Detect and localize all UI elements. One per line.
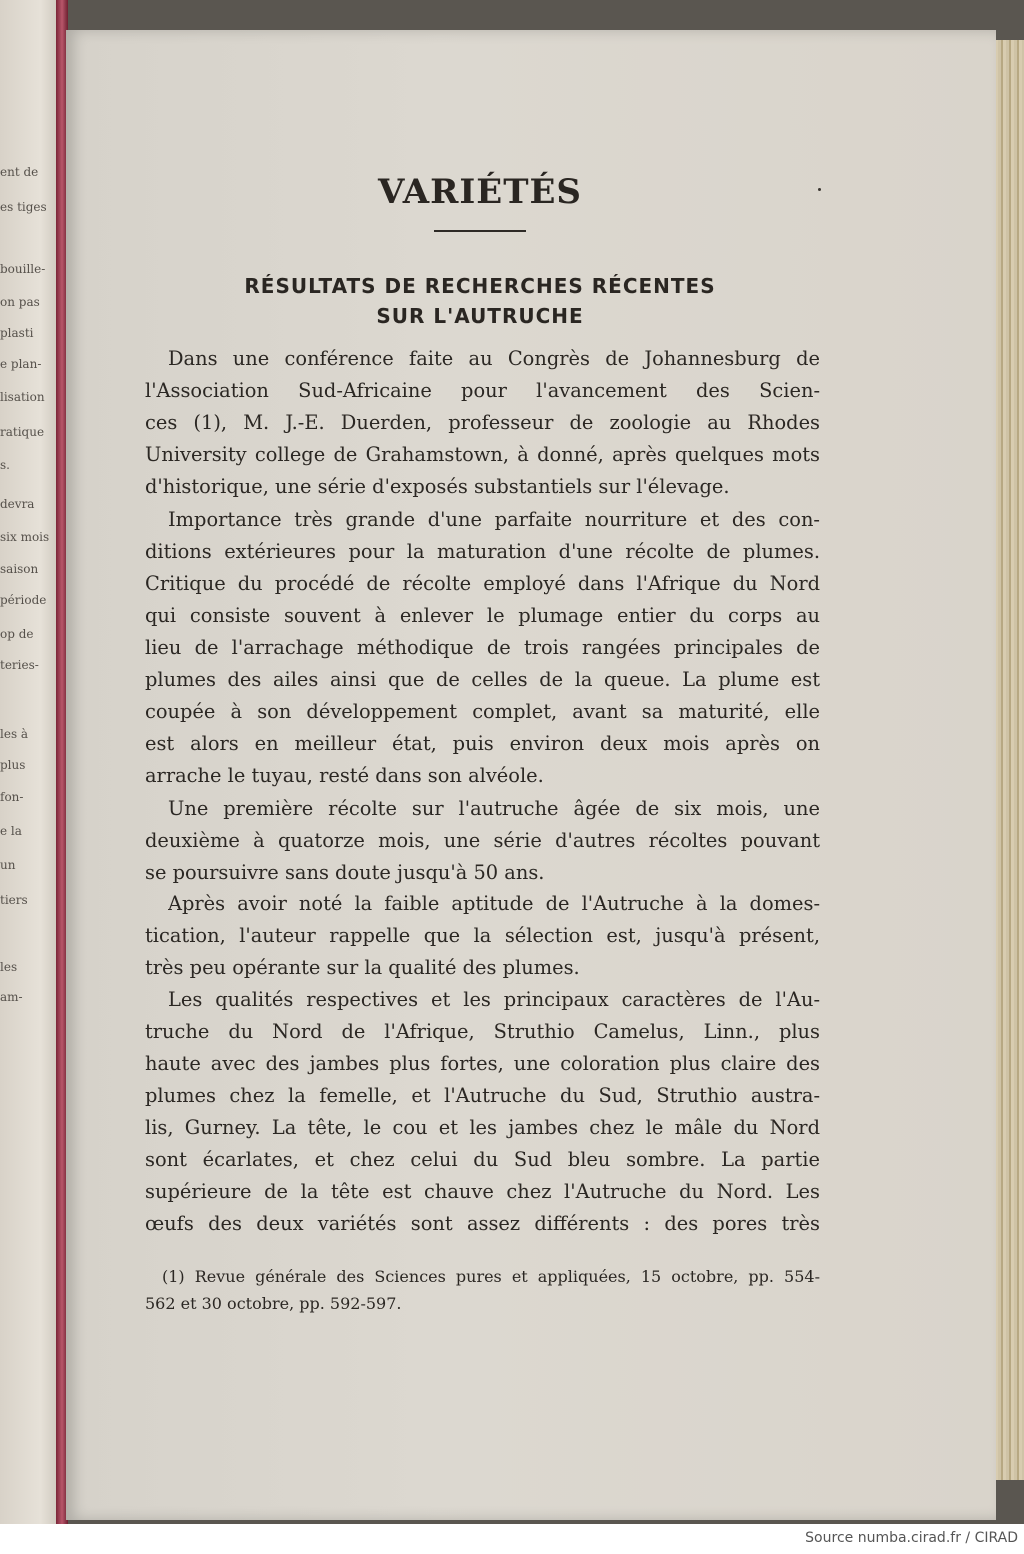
- prev-page-fragment: e plan-: [0, 357, 42, 371]
- body-line: Les qualités respectives et les principaux caractères de l'Au-: [168, 988, 820, 1011]
- body-line: se poursuivre sans doute jusqu'à 50 ans.: [145, 861, 545, 884]
- prev-page-fragment: les à: [0, 727, 29, 741]
- body-line: supérieure de la tête est chauve chez l'Autruche du Nord. Les: [145, 1180, 820, 1203]
- article-subtitle-line-2: SUR L'AUTRUCHE: [376, 304, 584, 328]
- prev-page-fragment: s.: [0, 458, 10, 472]
- prev-page-fragment: on pas: [0, 295, 40, 309]
- body-line: plumes chez la femelle, et l'Autruche du Sud, Struthio austra-: [145, 1084, 820, 1107]
- prev-page-fragment: plus: [0, 758, 26, 772]
- previous-page-edge: [0, 0, 58, 1524]
- prev-page-fragment: ratique: [0, 425, 45, 439]
- body-line: ces (1), M. J.-E. Duerden, professeur de zoologie au Rhodes: [145, 411, 820, 434]
- body-line: Critique du procédé de récolte employé dans l'Afrique du Nord: [145, 572, 820, 595]
- title-rule: [434, 230, 526, 232]
- page-title: VARIÉTÉS: [378, 172, 582, 212]
- body-line: haute avec des jambes plus fortes, une coloration plus claire des: [145, 1052, 820, 1075]
- body-line: lis, Gurney. La tête, le cou et les jambes chez le mâle du Nord: [145, 1116, 820, 1139]
- body-line: lieu de l'arrachage méthodique de trois rangées principales de: [145, 636, 820, 659]
- body-line: plumes des ailes ainsi que de celles de la queue. La plume est: [145, 668, 820, 691]
- prev-page-fragment: es tiges: [0, 200, 47, 214]
- body-line: Après avoir noté la faible aptitude de l'Autruche à la domes-: [168, 892, 820, 915]
- body-line: arrache le tuyau, resté dans son alvéole.: [145, 764, 544, 787]
- prev-page-fragment: am-: [0, 990, 23, 1004]
- prev-page-fragment: fon-: [0, 790, 24, 804]
- prev-page-fragment: un: [0, 858, 16, 872]
- source-credit: Source numba.cirad.fr / CIRAD: [805, 1530, 1018, 1546]
- prev-page-fragment: ent de: [0, 165, 39, 179]
- prev-page-fragment: six mois: [0, 530, 50, 544]
- prev-page-fragment: devra: [0, 497, 35, 511]
- body-line: très peu opérante sur la qualité des plumes.: [145, 956, 580, 979]
- prev-page-fragment: lisation: [0, 390, 45, 404]
- body-line: œufs des deux variétés sont assez différents : des pores très: [145, 1212, 820, 1235]
- body-line: University college de Grahamstown, à donné, après quelques mots: [145, 443, 820, 466]
- body-line: Dans une conférence faite au Congrès de Johannesburg de: [168, 347, 820, 370]
- prev-page-fragment: les: [0, 960, 18, 974]
- body-line: sont écarlates, et chez celui du Sud bleu sombre. La partie: [145, 1148, 820, 1171]
- body-line: Importance très grande d'une parfaite nourriture et des con-: [168, 508, 820, 531]
- body-line: d'historique, une série d'exposés substantiels sur l'élevage.: [145, 475, 730, 498]
- article-subtitle-line-1: RÉSULTATS DE RECHERCHES RÉCENTES: [244, 274, 716, 298]
- prev-page-fragment: bouille-: [0, 262, 46, 276]
- body-line: deuxième à quatorze mois, une série d'autres récoltes pouvant: [145, 829, 820, 852]
- footnote-line: (1) Revue générale des Sciences pures et appliquées, 15 octobre, pp. 554-: [162, 1267, 820, 1286]
- prev-page-fragment: tiers: [0, 893, 28, 907]
- prev-page-fragment: e la: [0, 824, 22, 838]
- prev-page-fragment: période: [0, 593, 47, 607]
- body-line: l'Association Sud-Africaine pour l'avancement des Scien-: [145, 379, 820, 402]
- body-line: est alors en meilleur état, puis environ deux mois après on: [145, 732, 820, 755]
- body-line: qui consiste souvent à enlever le plumage entier du corps au: [145, 604, 820, 627]
- body-line: Une première récolte sur l'autruche âgée de six mois, une: [168, 797, 820, 820]
- body-line: coupée à son développement complet, avant sa maturité, elle: [145, 700, 820, 723]
- prev-page-fragment: op de: [0, 627, 34, 641]
- body-line: truche du Nord de l'Afrique, Struthio Camelus, Linn., plus: [145, 1020, 820, 1043]
- prev-page-fragment: plasti: [0, 326, 34, 340]
- footnote-line: 562 et 30 octobre, pp. 592-597.: [145, 1294, 402, 1313]
- prev-page-fragment: teries-: [0, 658, 39, 672]
- prev-page-fragment: saison: [0, 562, 39, 576]
- body-line: ditions extérieures pour la maturation d'une récolte de plumes.: [145, 540, 820, 563]
- ink-speck: [818, 188, 821, 191]
- body-line: tication, l'auteur rappelle que la sélection est, jusqu'à présent,: [145, 924, 820, 947]
